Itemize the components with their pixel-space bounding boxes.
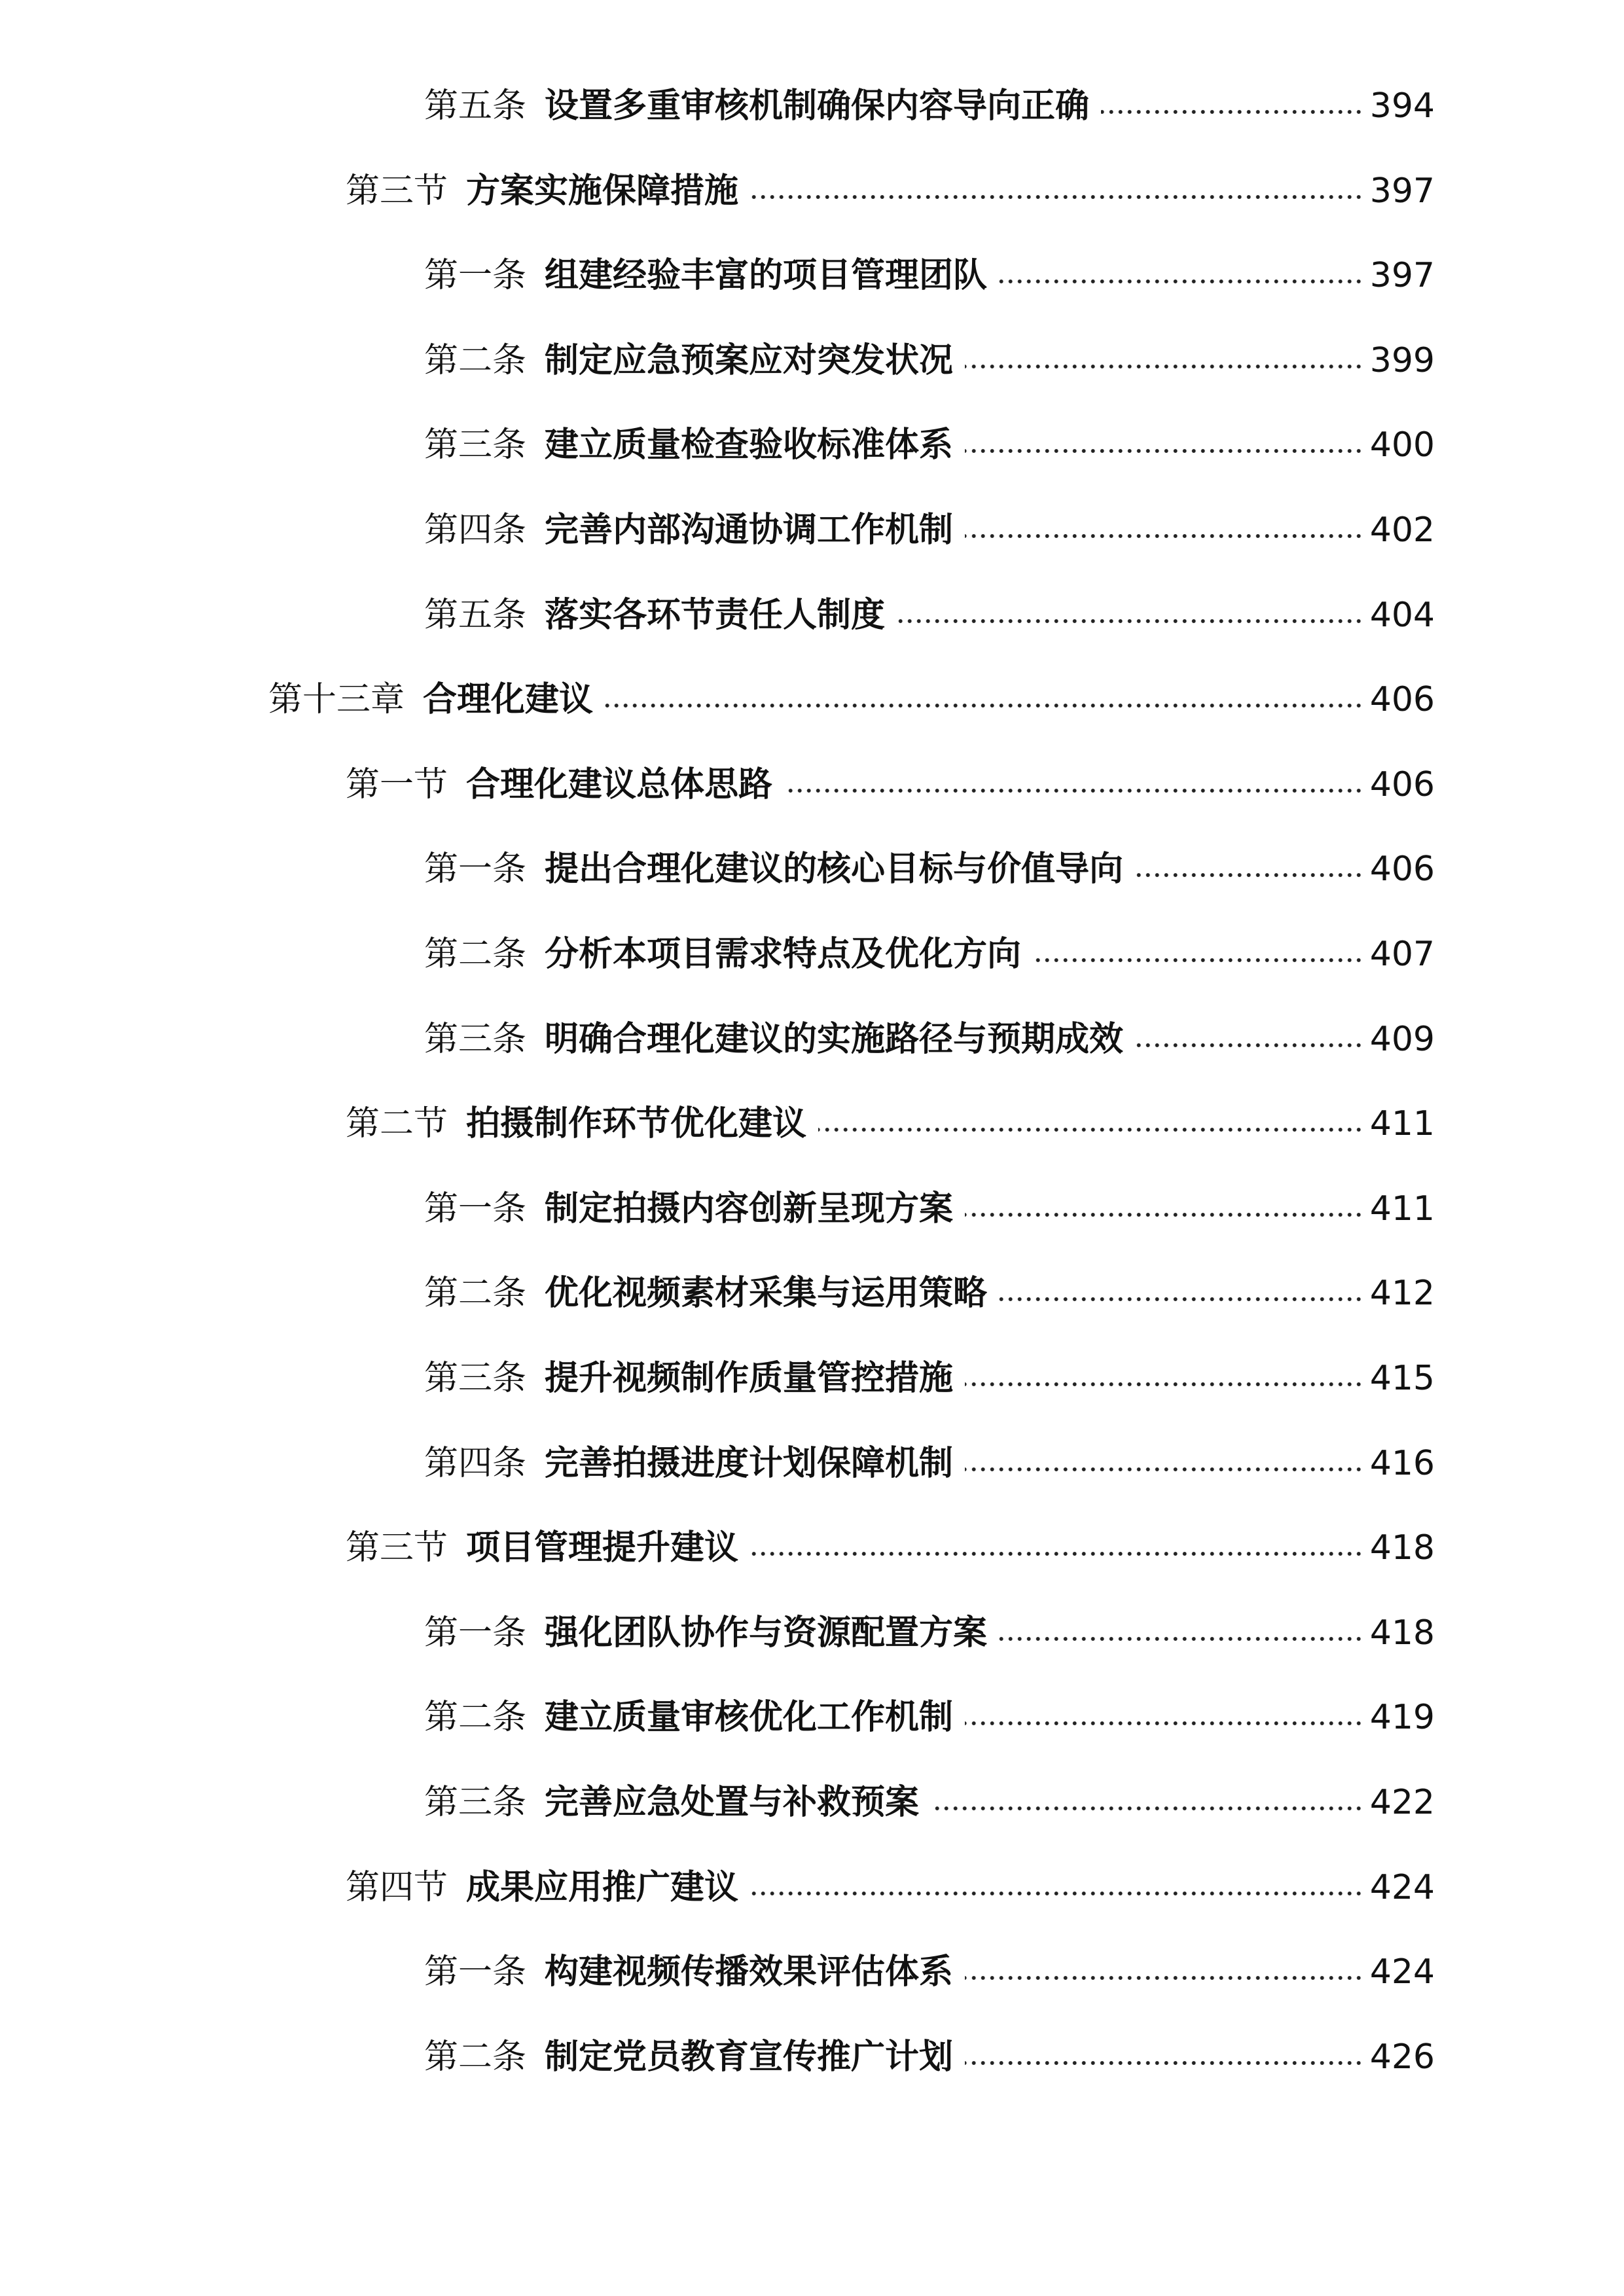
dot-leader <box>965 1467 1363 1472</box>
toc-entry-label: 第四条 <box>424 1444 527 1483</box>
toc-entry-article[interactable] <box>424 1691 1435 1744</box>
toc-entry-page-number: 407 <box>1369 935 1435 974</box>
toc-entry-article[interactable] <box>424 504 1435 556</box>
toc-entry-label: 第二条 <box>424 2037 527 2077</box>
toc-entry-title: 方案实施保障措施 <box>466 171 739 211</box>
toc-entry-title: 成果应用推广建议 <box>466 1868 739 1907</box>
toc-entry-page-number: 415 <box>1369 1359 1435 1398</box>
toc-entry-section[interactable] <box>346 1861 1435 1914</box>
dot-leader <box>605 703 1363 708</box>
toc-entry-article[interactable] <box>424 1183 1435 1235</box>
toc-entry-chapter[interactable] <box>268 673 1435 726</box>
toc-entry-title: 提升视频制作质量管控措施 <box>545 1359 954 1398</box>
toc-entry-label: 第一条 <box>424 850 527 889</box>
dot-leader <box>931 1806 1363 1811</box>
toc-entry-page-number: 406 <box>1369 680 1435 719</box>
toc-entry-label: 第四条 <box>424 511 527 550</box>
toc-entry-label: 第一条 <box>424 256 527 295</box>
toc-entry-title: 合理化建议 <box>423 680 594 719</box>
toc-entry-page-number: 416 <box>1369 1444 1435 1483</box>
toc-entry-page-number: 406 <box>1369 850 1435 889</box>
toc-entry-label: 第五条 <box>424 596 527 635</box>
toc-entry-label: 第三条 <box>424 1359 527 1398</box>
toc-entry-title: 合理化建议总体思路 <box>466 765 773 804</box>
toc-entry-page-number: 418 <box>1369 1613 1435 1653</box>
dot-leader <box>1135 1043 1363 1048</box>
toc-entry-title: 拍摄制作环节优化建议 <box>466 1104 807 1143</box>
toc-entry-label: 第三条 <box>424 1020 527 1059</box>
toc-entry-label: 第一条 <box>424 1189 527 1229</box>
toc-entry-page-number: 399 <box>1369 341 1435 380</box>
toc-entry-title: 明确合理化建议的实施路径与预期成效 <box>545 1020 1124 1059</box>
toc-entry-section[interactable] <box>346 1522 1435 1574</box>
toc-entry-article[interactable] <box>424 1267 1435 1319</box>
dot-leader <box>1101 109 1363 115</box>
toc-entry-title: 构建视频传播效果评估体系 <box>545 1952 954 1992</box>
toc-entry-page-number: 409 <box>1369 1020 1435 1059</box>
toc-entry-article[interactable] <box>424 928 1435 980</box>
toc-entry-page-number: 422 <box>1369 1783 1435 1822</box>
dot-leader <box>750 1551 1363 1556</box>
toc-entry-label: 第二条 <box>424 1698 527 1737</box>
toc-entry-label: 第三条 <box>424 425 527 465</box>
toc-entry-title: 落实各环节责任人制度 <box>545 596 886 635</box>
dot-leader <box>965 364 1363 369</box>
toc-entry-page-number: 411 <box>1369 1104 1435 1143</box>
toc-entry-title: 设置多重审核机制确保内容导向正确 <box>545 86 1090 126</box>
toc-entry-title: 组建经验丰富的项目管理团队 <box>545 256 988 295</box>
toc-entry-page-number: 426 <box>1369 2037 1435 2077</box>
toc-entry-title: 制定党员教育宣传推广计划 <box>545 2037 954 2077</box>
dot-leader <box>965 1212 1363 1217</box>
dot-leader <box>965 533 1363 539</box>
toc-entry-title: 项目管理提升建议 <box>466 1528 739 1568</box>
dot-leader <box>750 194 1363 200</box>
dot-leader <box>965 448 1363 454</box>
toc-entry-article[interactable] <box>424 843 1435 895</box>
toc-entry-article[interactable] <box>424 2031 1435 2083</box>
toc-entry-article[interactable] <box>424 1013 1435 1066</box>
toc-entry-title: 优化视频素材采集与运用策略 <box>545 1274 988 1313</box>
dot-leader <box>965 1975 1363 1981</box>
toc-entry-label: 第二条 <box>424 935 527 974</box>
toc-entry-page-number: 402 <box>1369 511 1435 550</box>
toc-entry-section[interactable] <box>346 759 1435 811</box>
dot-leader <box>999 1636 1363 1641</box>
toc-entry-article[interactable] <box>424 249 1435 302</box>
toc-entry-label: 第一节 <box>346 765 448 804</box>
toc-entry-article[interactable] <box>424 1776 1435 1829</box>
toc-entry-title: 制定应急预案应对突发状况 <box>545 341 954 380</box>
dot-leader <box>965 1721 1363 1726</box>
toc-entry-page-number: 419 <box>1369 1698 1435 1737</box>
toc-entry-article[interactable] <box>424 1352 1435 1405</box>
toc-entry-section[interactable] <box>346 1098 1435 1150</box>
dot-leader <box>965 1382 1363 1387</box>
toc-entry-label: 第十三章 <box>268 680 405 719</box>
dot-leader <box>1135 872 1363 878</box>
toc-entry-article[interactable] <box>424 589 1435 641</box>
toc-entry-title: 完善应急处置与补救预案 <box>545 1783 920 1822</box>
toc-entry-title: 提出合理化建议的核心目标与价值导向 <box>545 850 1124 889</box>
dot-leader <box>897 619 1363 624</box>
toc-entry-page-number: 412 <box>1369 1274 1435 1313</box>
toc-entry-page-number: 424 <box>1369 1868 1435 1907</box>
dot-leader <box>750 1891 1363 1896</box>
toc-entry-title: 强化团队协作与资源配置方案 <box>545 1613 988 1653</box>
toc-entry-page-number: 424 <box>1369 1952 1435 1992</box>
toc-entry-section[interactable] <box>346 165 1435 217</box>
toc-entry-title: 建立质量检查验收标准体系 <box>545 425 954 465</box>
toc-entry-page-number: 397 <box>1369 256 1435 295</box>
toc-entry-page-number: 406 <box>1369 765 1435 804</box>
toc-entry-page-number: 400 <box>1369 425 1435 465</box>
toc-entry-article[interactable] <box>424 419 1435 471</box>
toc-entry-label: 第四节 <box>346 1868 448 1907</box>
toc-entry-page-number: 397 <box>1369 171 1435 211</box>
toc-entry-label: 第二节 <box>346 1104 448 1143</box>
toc-entry-label: 第二条 <box>424 341 527 380</box>
dot-leader <box>999 1297 1363 1302</box>
toc-entry-title: 分析本项目需求特点及优化方向 <box>545 935 1022 974</box>
toc-entry-label: 第三节 <box>346 171 448 211</box>
toc-entry-title: 制定拍摄内容创新呈现方案 <box>545 1189 954 1229</box>
toc-entry-label: 第一条 <box>424 1613 527 1653</box>
toc-entry-title: 完善内部沟通协调工作机制 <box>545 511 954 550</box>
toc-entry-label: 第三条 <box>424 1783 527 1822</box>
dot-leader <box>999 279 1363 284</box>
toc-entry-label: 第五条 <box>424 86 527 126</box>
toc-entry-page-number: 411 <box>1369 1189 1435 1229</box>
toc-entry-article[interactable] <box>424 80 1435 132</box>
toc-entry-title: 建立质量审核优化工作机制 <box>545 1698 954 1737</box>
toc-entry-page-number: 418 <box>1369 1528 1435 1568</box>
dot-leader <box>1033 958 1363 963</box>
toc-entry-article[interactable] <box>424 334 1435 387</box>
dot-leader <box>784 788 1363 793</box>
toc-entry-article[interactable] <box>424 1607 1435 1659</box>
toc-entry-label: 第二条 <box>424 1274 527 1313</box>
toc-entry-label: 第三节 <box>346 1528 448 1568</box>
toc-entry-label: 第一条 <box>424 1952 527 1992</box>
dot-leader <box>818 1127 1363 1132</box>
dot-leader <box>965 2060 1363 2066</box>
toc-entry-title: 完善拍摄进度计划保障机制 <box>545 1444 954 1483</box>
toc-entry-article[interactable] <box>424 1946 1435 1998</box>
toc-entry-page-number: 394 <box>1369 86 1435 126</box>
toc-entry-page-number: 404 <box>1369 596 1435 635</box>
toc-entry-article[interactable] <box>424 1437 1435 1490</box>
